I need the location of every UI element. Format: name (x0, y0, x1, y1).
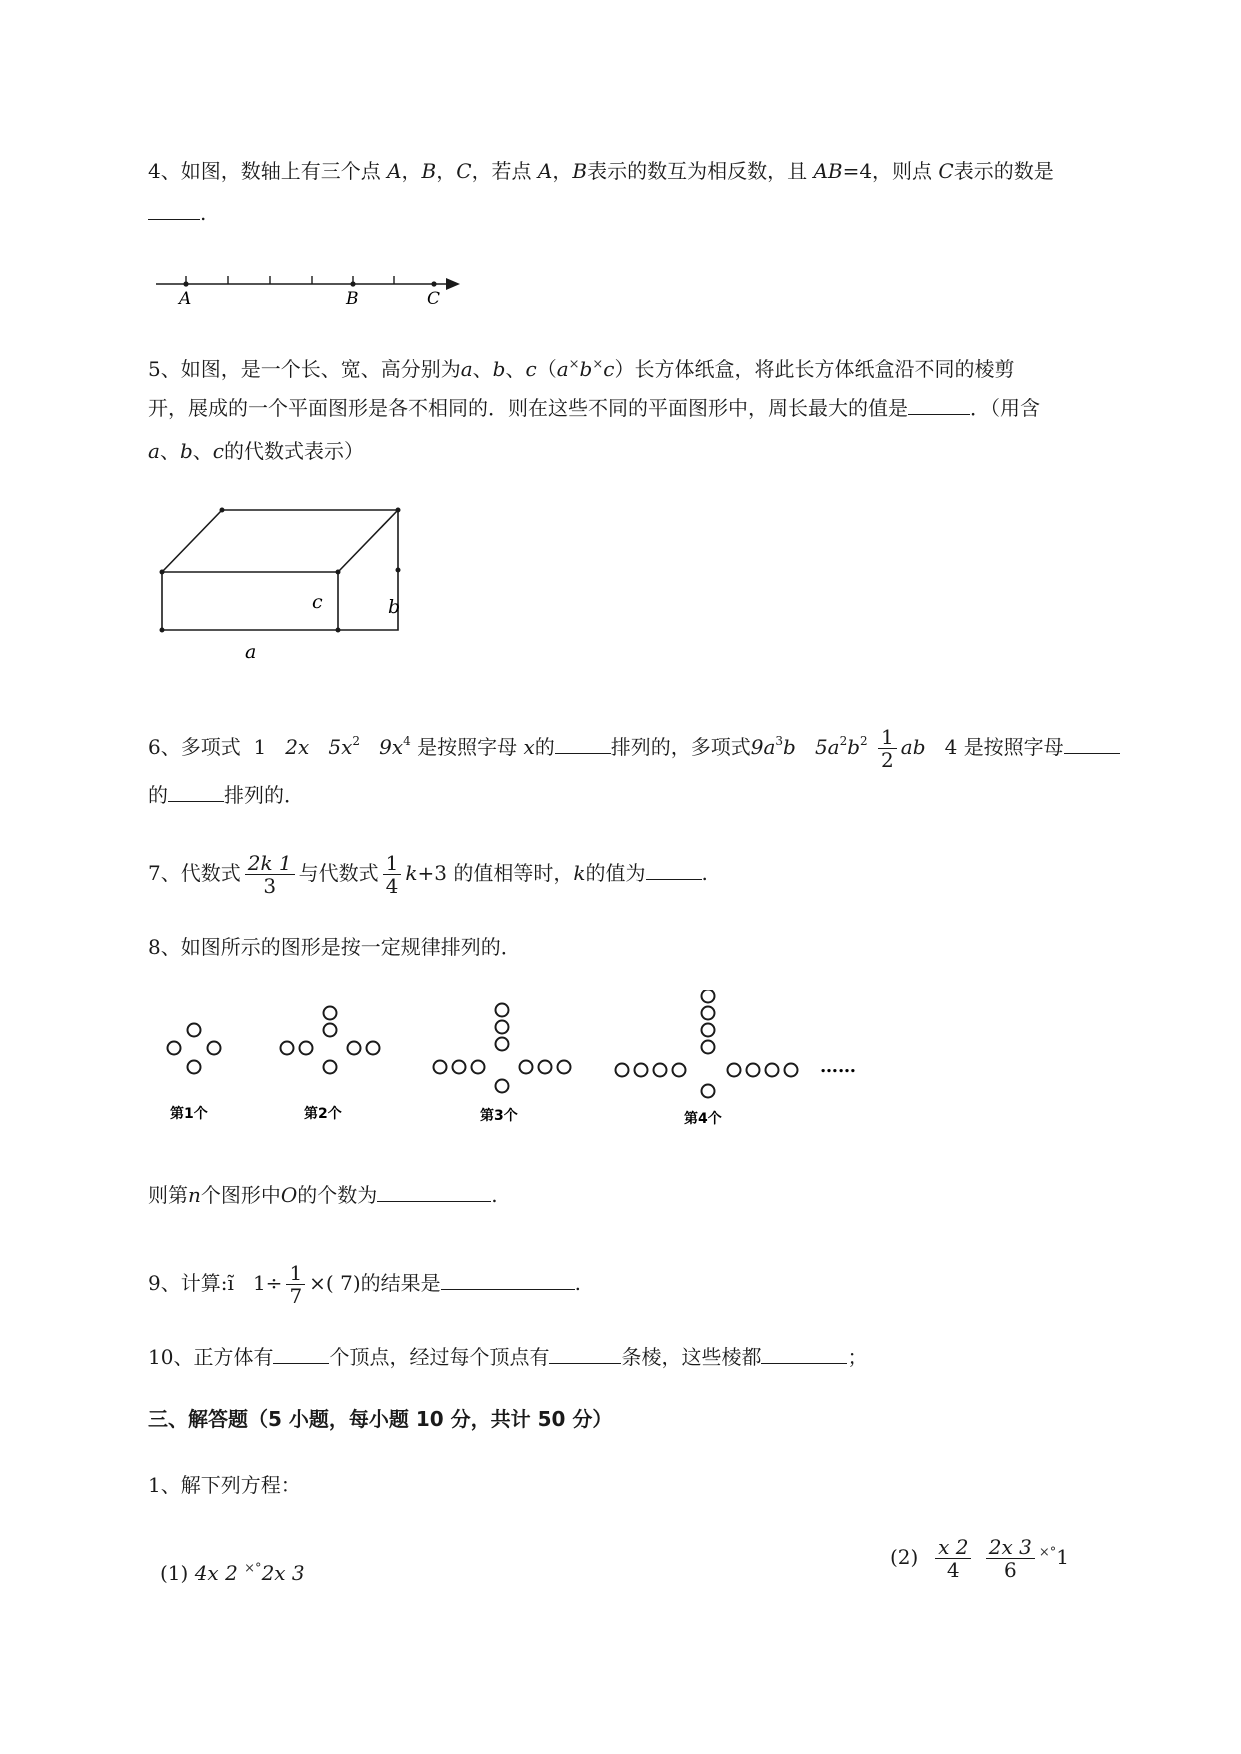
eq1-right: 2x 3 (261, 1561, 305, 1585)
q5-var-a-2: a (148, 439, 160, 463)
q7-text: 7、代数式 (148, 861, 241, 885)
q7-fraction-2 (383, 852, 402, 897)
q4-point-a: A (387, 159, 402, 183)
number-line-figure (148, 270, 478, 310)
q7-text-2: 与代数式 (298, 861, 379, 885)
caption-figure-2: 第2个 (304, 1106, 342, 1122)
q6-p2-b: b (783, 735, 796, 759)
q5-cond-b: b (579, 357, 593, 381)
q7-fraction-1 (245, 852, 295, 897)
caption-figure-3: 第3个 (480, 1108, 518, 1124)
question-5-line-2 (148, 393, 1040, 423)
q9-frac-den: 7 (289, 1284, 303, 1308)
q4-point-a-ref: A (537, 159, 553, 183)
q9-glyph: ĩ (227, 1271, 234, 1295)
q4-period: . (200, 201, 207, 225)
q7-text-3: +3 的值相等时， (417, 861, 574, 885)
q5-sep: 、 (472, 357, 493, 381)
section-3-heading (148, 1404, 612, 1434)
q7-frac1-num: 2k 1 (245, 852, 295, 875)
q10-semicolon: ； (847, 1345, 868, 1369)
q6-var-x: x (523, 735, 535, 759)
q5-sep-3: 、 (159, 439, 180, 463)
q6-text-4: 排列的，多项式 (610, 735, 751, 759)
q5-text-5: 的代数式表示） (223, 439, 364, 463)
q6-blank-2[interactable] (1064, 733, 1120, 754)
q5-sep-4: 、 (192, 439, 213, 463)
question-5-line-3 (148, 436, 364, 466)
axis-label-b: B (346, 289, 359, 309)
q6-p2-ab: ab (900, 735, 926, 759)
q6-fraction (878, 726, 897, 771)
q4-text-3: 表示的数互为相反数，且 (587, 159, 808, 183)
q5-text: 5、如图，是一个长、宽、高分别为 (148, 357, 461, 381)
question-10 (148, 1342, 867, 1372)
q4-point-c: C (456, 159, 472, 183)
box-label-a: a (245, 641, 257, 663)
q10-text-2: 个顶点，经过每个顶点有 (329, 1345, 550, 1369)
q6-p2-const: 4 (944, 735, 958, 759)
q4-segment-ab: AB (813, 159, 843, 183)
question-8-answer (148, 1180, 498, 1210)
q9-text: 9、计算: (148, 1271, 228, 1295)
q8-var-n: n (188, 1183, 201, 1207)
eq1-left: 4x 2 (194, 1561, 245, 1585)
q5-cond-c: c (603, 357, 615, 381)
q5-text-3: 开，展成的一个平面图形是各不相同的．则在这些不同的平面图形中，周长最大的值是 (148, 396, 908, 420)
pattern-ellipsis: …… (820, 1056, 856, 1077)
q5-var-c: c (525, 357, 537, 381)
q7-frac1-den: 3 (263, 874, 277, 898)
q4-point-b: B (421, 159, 437, 183)
eq2-frac1-num: x 2 (935, 1536, 971, 1559)
question-7 (148, 852, 708, 897)
q5-answer-blank[interactable] (908, 394, 970, 415)
q7-period: . (701, 861, 708, 885)
question-6-line-1 (148, 726, 1120, 771)
q6-text-3: 的 (534, 735, 555, 759)
q5-var-c-2: c (212, 439, 224, 463)
q4-point-c-ref: C (938, 159, 954, 183)
eq2-right: 1 (1056, 1545, 1070, 1569)
question-6-line-2 (148, 780, 304, 810)
q9-expr-2: ×( 7)的结果是 (309, 1271, 441, 1295)
axis-label-c: C (427, 289, 441, 309)
question-9 (148, 1262, 581, 1307)
q10-blank-1[interactable] (273, 1343, 329, 1364)
q6-term-2: 2x (285, 735, 310, 759)
q9-period: . (574, 1271, 581, 1295)
caption-figure-1: 第1个 (170, 1106, 208, 1122)
q6-term-1: 1 (253, 735, 267, 759)
box-label-b: b (388, 596, 401, 618)
q5-paren-open: （ (536, 357, 557, 381)
eq2-fraction-1 (935, 1536, 971, 1581)
q9-answer-blank[interactable] (441, 1269, 575, 1290)
eq2-frac2-num: 2x 3 (986, 1536, 1035, 1559)
q6-p2-exp-1: 3 (775, 734, 784, 748)
eq2-frac2-den: 6 (1003, 1558, 1017, 1582)
q5-cond-sym: × (568, 357, 580, 372)
q6-frac-den: 2 (881, 748, 894, 772)
q7-frac2-den: 4 (385, 874, 399, 898)
q10-blank-2[interactable] (549, 1343, 621, 1364)
question-4: 4、如图，数轴上有三个点 A，B，C，若点 A，B表示的数互为相反数，且 AB=4，则点 C表示的数是 (148, 159, 1054, 183)
q6-p2-exp-3: 2 (860, 734, 868, 748)
q6-exp-2: 2 (352, 734, 361, 748)
q5-cond-a: a (556, 357, 569, 381)
q9-expr-1: 1÷ (252, 1271, 283, 1295)
q4-text-2: ，若点 (471, 159, 532, 183)
circle-pattern-figure (150, 990, 870, 1140)
q6-p2-b-2: b (847, 735, 861, 759)
q5-text-2: 长方体纸盒，将此长方体纸盒沿不同的棱剪 (634, 357, 1015, 381)
q8-var-o: O (280, 1183, 298, 1207)
eq1-label: (1) (160, 1561, 189, 1585)
q8-text-2: 则第 (148, 1183, 188, 1207)
q6-frac-num: 1 (878, 726, 897, 749)
eq2-fraction-2 (986, 1536, 1035, 1581)
q7-var-k-2: k (573, 861, 586, 885)
q5-sep-2: 、 (505, 357, 526, 381)
q6-p2-term-2: 5a (814, 735, 840, 759)
q6-blank-1[interactable] (555, 733, 611, 754)
q9-fraction (286, 1262, 305, 1307)
q8-text-4: 的个数为 (297, 1183, 378, 1207)
q8-period: . (491, 1183, 498, 1207)
q4-text: 4、如图，数轴上有三个点 (148, 159, 381, 183)
equation-2 (890, 1536, 1069, 1581)
q5-var-b-2: b (179, 439, 193, 463)
answer-question-1 (148, 1470, 301, 1500)
q6-p2-term-1: 9a (750, 735, 776, 759)
box-figure (150, 500, 440, 670)
q10-blank-3[interactable] (761, 1343, 847, 1364)
q8-text: 8、如图所示的图形是按一定规律排列的． (148, 935, 521, 959)
question-4-answer-line (148, 198, 206, 228)
eq1-equals-glyph: ×° (244, 1561, 262, 1576)
q7-var-k: k (405, 861, 418, 885)
q6-p2-exp-2: 2 (839, 734, 848, 748)
q5-var-b: b (492, 357, 506, 381)
eq2-equals-glyph: ×° (1038, 1545, 1057, 1560)
q6-text-5: 是按照字母 (963, 735, 1064, 759)
axis-label-a: A (179, 289, 192, 309)
q4-answer-blank[interactable] (148, 199, 200, 220)
q6-blank-3[interactable] (168, 781, 224, 802)
q6-term-3: 5x (328, 735, 353, 759)
q5-var-a: a (460, 357, 473, 381)
q4-text-4: =4，则点 (842, 159, 933, 183)
q7-text-4: 的值为 (585, 861, 646, 885)
q6-text-2: 是按照字母 (417, 735, 518, 759)
eq2-label: (2) (890, 1545, 919, 1569)
q6-term-4: 9x (379, 735, 404, 759)
box-label-c: c (312, 591, 323, 613)
q5-text-4: ．（用含 (970, 396, 1040, 420)
q5-cond-sym-2: × (592, 357, 604, 372)
q10-text: 10、正方体有 (148, 1345, 274, 1369)
a1-title: 1、解下列方程： (148, 1473, 301, 1497)
q10-text-3: 条棱，这些棱都 (621, 1345, 762, 1369)
q6-text: 6、多项式 (148, 735, 241, 759)
question-5-line-1 (148, 350, 1014, 384)
section-3-heading-text: 三、解答题（5 小题，每小题 10 分，共计 50 分） (148, 1407, 613, 1431)
q4-text-5: 表示的数是 (953, 159, 1054, 183)
question-8 (148, 932, 521, 962)
q7-frac2-num: 1 (383, 852, 402, 875)
q5-paren-close: ） (614, 357, 635, 381)
equation-1 (160, 1554, 305, 1588)
caption-figure-4: 第4个 (684, 1111, 722, 1127)
q7-answer-blank[interactable] (646, 859, 702, 880)
q4-point-b-ref: B (572, 159, 588, 183)
q6-text-7: 排列的． (224, 783, 304, 807)
q8-answer-blank[interactable] (377, 1181, 491, 1202)
eq2-frac1-den: 4 (946, 1558, 960, 1582)
q8-text-3: 个图形中 (200, 1183, 281, 1207)
q6-exp-4: 4 (403, 734, 411, 748)
q6-text-6: 的 (148, 783, 168, 807)
q9-frac-num: 1 (286, 1262, 305, 1285)
